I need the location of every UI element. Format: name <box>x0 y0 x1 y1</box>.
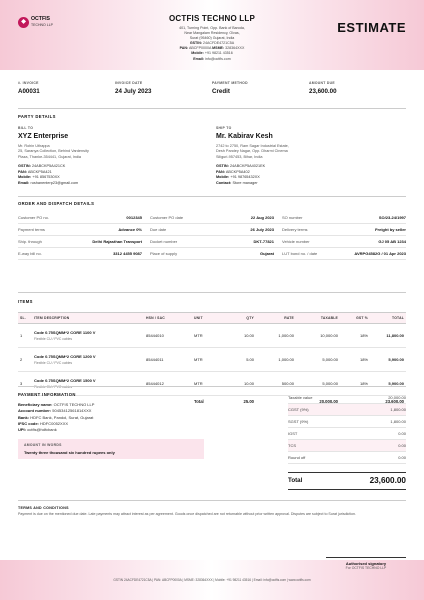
signature-sub: For OCTFIS TECHNO LLP <box>345 566 387 570</box>
payment-account: Account number: 50453412561814XXX <box>18 408 92 414</box>
payment-block <box>18 392 218 459</box>
company-address-2: Near Mangalam Residency, Olvas, <box>184 31 240 36</box>
ship-to-address-3: Siliguri-957453, Bihar, India <box>216 154 263 159</box>
item-row: 2 Code 0.75SQMM*2 CORE 1200 V Flexible CU / PVC cables 85444011 MTR 5.00 1,000.00 5,000.00 18% 5,900.00 <box>18 348 406 372</box>
item-row: 1 Code 0.75SQMM*2 CORE 1100 V Flexible CU / PVC cables 85444010 MTR 10.00 1,000.00 10,000.00 18% 11,800.00 <box>18 324 406 348</box>
page-footer: GSTIN 24ACFDE4721C5A | PAN: ABCFP0000A | MSME: 328364XXX | Mobile: +91 98211 43516 | Email: info@octfis.com | www.octfis.com <box>113 578 311 582</box>
dispatch-row: E-way bill no. 3312 4455 9087 Place of supply Gujarat LUT bond no. / date AVRPG4582G / 01 Apr 2023 <box>18 248 406 260</box>
terms-title: TERMS AND CONDITIONS <box>18 506 69 510</box>
document-page <box>18 0 406 600</box>
items-total-row: Total 25.00 20,000.00 23,600.00 <box>194 399 404 405</box>
bill-to-address-1: Mr. Rohin Uthappa <box>18 144 50 148</box>
tax-row: Taxable value 20,000.00 <box>288 392 406 404</box>
meta-amount-due: AMOUNT DUE 23,600.00 <box>309 81 337 96</box>
company-pan-msme: PAN: ABCFP0000A MSME: 328364XXX <box>179 46 245 51</box>
bill-to-address-3: Plaza, Thanke-354441, Gujarat, India <box>18 154 82 159</box>
signature-block <box>326 557 406 570</box>
ship-to-block <box>216 126 376 187</box>
payment-section-title: PAYMENT INFORMATION <box>18 392 76 397</box>
divider <box>18 196 406 197</box>
bill-to-pan: PAN: ABCKP5A421 <box>18 169 52 174</box>
ship-to-address-2: Desh Pandey Nagar, Opp. Dharmi Cinema <box>216 149 288 154</box>
company-name: OCTFIS TECHNO LLP <box>168 14 256 23</box>
bill-to-name: XYZ Enterprise <box>18 133 69 141</box>
dispatch-row: Ship. through Delhi Rajasthan Transport Docket number DKT-77821 Vehicle number GJ 05 AB 1234 <box>18 236 406 248</box>
ship-to-contact: Contact: Store manager <box>216 181 258 185</box>
tax-row: TCS 0.00 <box>288 440 406 452</box>
bill-to-gstin: GSTIN: 24ABCKP5A421CK <box>18 163 66 168</box>
terms-block <box>18 506 406 517</box>
bill-to-label: BILL TO <box>18 126 34 130</box>
divider <box>18 500 406 501</box>
items-section-title: ITEMS <box>18 299 33 304</box>
dispatch-table <box>18 212 406 260</box>
terms-text: Payment is due on the mentioned due date. Late payments may attract interest as per agreement. Goods once dispatched are not returnable without prior written approval. Disputes are subject to Surat jurisdiction. <box>18 512 357 517</box>
ship-to-pan: PAN: ABCKP5A402 <box>216 169 250 174</box>
signature-title: Authorised signatory <box>345 561 387 566</box>
meta-invoice-date: INVOICE DATE 24 July 2023 <box>115 81 152 96</box>
company-address-3: Surat (95460) Gujarat, India <box>189 36 235 41</box>
company-block <box>138 14 286 62</box>
party-section-title: PARTY DETAILS <box>18 114 56 119</box>
ship-to-address-1: 2742 to 2750, Ram Sagar Industrial Estate, <box>216 144 289 148</box>
ship-to-name: Mr. Kabirav Kesh <box>216 133 273 141</box>
bill-to-email: Email: rushanenterp23@gmail.com <box>18 181 79 185</box>
payment-bank: Bank: HDFC Bank, Pandol, Surat, Gujarat <box>18 414 94 420</box>
tax-row: IGST 0.00 <box>288 428 406 440</box>
bill-to-address-2: 25, Saranya Collection, Behind Vardensity <box>18 149 89 154</box>
item-row: 3 Code 0.75SQMM*2 CORE 1500 V Flexible CU / PVC cables 85444012 MTR 10.00 500.00 5,000.00 18% 5,900.00 <box>18 372 406 396</box>
payment-upi: UPI: octfis@hdfcbank <box>18 427 57 432</box>
tax-row: SGST (9%) 1,800.00 <box>288 416 406 428</box>
dispatch-section-title: ORDER AND DISPATCH DETAILS <box>18 201 95 206</box>
ship-to-label: SHIP TO <box>216 126 232 130</box>
invoice-meta <box>18 81 406 96</box>
dispatch-row: Payment terms Advance 0% Due date 26 July 2023 Delivery terms Freight by seller <box>18 224 406 236</box>
logo-text: OCTFIS <box>31 16 51 23</box>
divider <box>18 292 406 293</box>
logo-mark-icon: ◆ <box>18 17 29 28</box>
company-gstin: GSTIN: 24ACFDE4721C5A <box>189 41 235 46</box>
amount-in-words: AMOUNT IN WORDS Twenty three thousand six hundred rupees only <box>18 439 204 459</box>
company-logo <box>18 17 53 28</box>
tax-row: Round off 0.00 <box>288 452 406 464</box>
ship-to-gstin: GSTIN: 24ABCKP5A4021EK <box>216 163 266 168</box>
dispatch-row: Customer PO no. 0012345 Customer PO date 22 Aug 2023 SO number SO/23-24/1997 <box>18 212 406 224</box>
payment-beneficiary: Beneficiary name: OCTFIS TECHNO LLP <box>18 402 95 408</box>
bill-to-block <box>18 126 178 187</box>
divider <box>18 386 406 387</box>
logo-subtext: TECHNO LLP <box>31 23 53 28</box>
ship-to-mobile: Mobile: +91 98765432XX <box>216 175 260 180</box>
items-header-row: SL. ITEM DESCRIPTION HSN / SAC UNIT QTY RATE TAXABLE GST % TOTAL <box>18 312 406 324</box>
company-email: Email: info@octfis.com <box>193 56 231 61</box>
tax-summary <box>288 392 406 490</box>
meta-invoice-number: #. INVOICE A00031 <box>18 81 40 96</box>
company-mobile: Mobile: +91 98211 43516 <box>191 51 233 56</box>
payment-ifsc: IFSC code: HDFC0052XXX <box>18 420 69 426</box>
company-address-1: 401, Turning Point, Opp. Bank of Baroda, <box>179 26 245 30</box>
document-title: ESTIMATE <box>337 20 406 35</box>
tax-row: CGST (9%) 1,800.00 <box>288 404 406 416</box>
grand-total: Total 23,600.00 <box>288 472 406 490</box>
divider <box>18 108 406 109</box>
bill-to-mobile: Mobile: +91 8567530XX <box>18 175 60 180</box>
meta-payment-method: PAYMENT METHOD Credit <box>212 81 248 96</box>
